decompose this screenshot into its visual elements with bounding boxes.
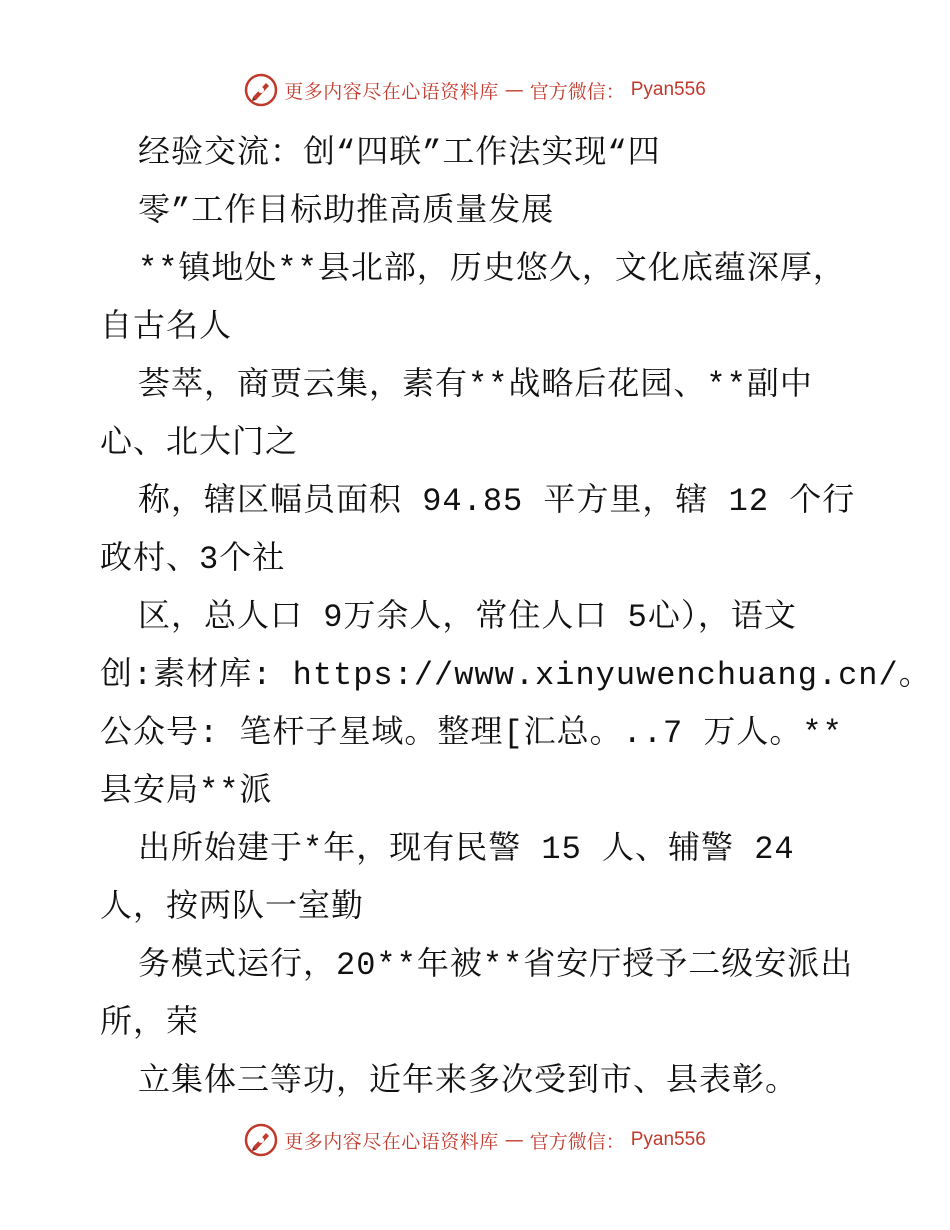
paragraph-line: 政村、3个社 — [100, 541, 286, 578]
paragraph-line: 荟萃，商贾云集，素有**战略后花园、**副中 — [138, 367, 813, 404]
paragraph-line: 称，辖区幅员面积 94.85 平方里，辖 12 个行 — [138, 483, 856, 520]
banner-dash: — — [504, 1129, 524, 1151]
paragraph-line: **镇地处**县北部，历史悠久，文化底蕴深厚， — [138, 251, 846, 288]
paragraph-line: 县安局**派 — [100, 773, 273, 810]
banner-wechat-label: 官方微信： — [529, 1130, 625, 1153]
banner-wechat-id: Pyan556 — [630, 1129, 706, 1150]
paragraph-line: 人，按两队一室勤 — [100, 889, 365, 926]
banner-wechat-label: 官方微信： — [529, 80, 625, 103]
banner-slogan: 更多内容尽在心语资料库 — [284, 1130, 499, 1153]
paragraph-line: 务模式运行，20**年被**省安厅授予二级安派出 — [138, 947, 854, 984]
document-body — [100, 125, 932, 1111]
banner-wechat-id: Pyan556 — [630, 79, 706, 100]
banner-slogan: 更多内容尽在心语资料库 — [284, 80, 499, 103]
paragraph-line: 自古名人 — [100, 309, 233, 346]
footer-banner — [0, 1120, 950, 1160]
paragraph-line: 出所始建于*年，现有民警 15 人、辅警 24 — [138, 831, 795, 868]
paragraph-line: 心、北大门之 — [100, 425, 299, 462]
paragraph-line: 立集体三等功，近年来多次受到市、县表彰。 — [138, 1063, 799, 1100]
paragraph-line: 公众号: 笔杆子星域。整理[汇总。..7 万人。** — [100, 715, 843, 752]
pen-logo-icon — [244, 1123, 278, 1157]
header-banner — [0, 70, 950, 110]
paragraph-line: 创:素材库: https://www.xinyuwenchuang.cn/。 — [100, 657, 932, 694]
paragraph-line: 所，荣 — [100, 1005, 200, 1042]
title-line-2: 零”工作目标助推高质量发展 — [138, 193, 555, 230]
pen-logo-icon — [244, 73, 278, 107]
banner-dash: — — [504, 79, 524, 101]
paragraph-line: 区，总人口 9万余人，常住人口 5心），语文 — [138, 599, 797, 636]
title-line-1: 经验交流：创“四联”工作法实现“四 — [138, 135, 661, 172]
